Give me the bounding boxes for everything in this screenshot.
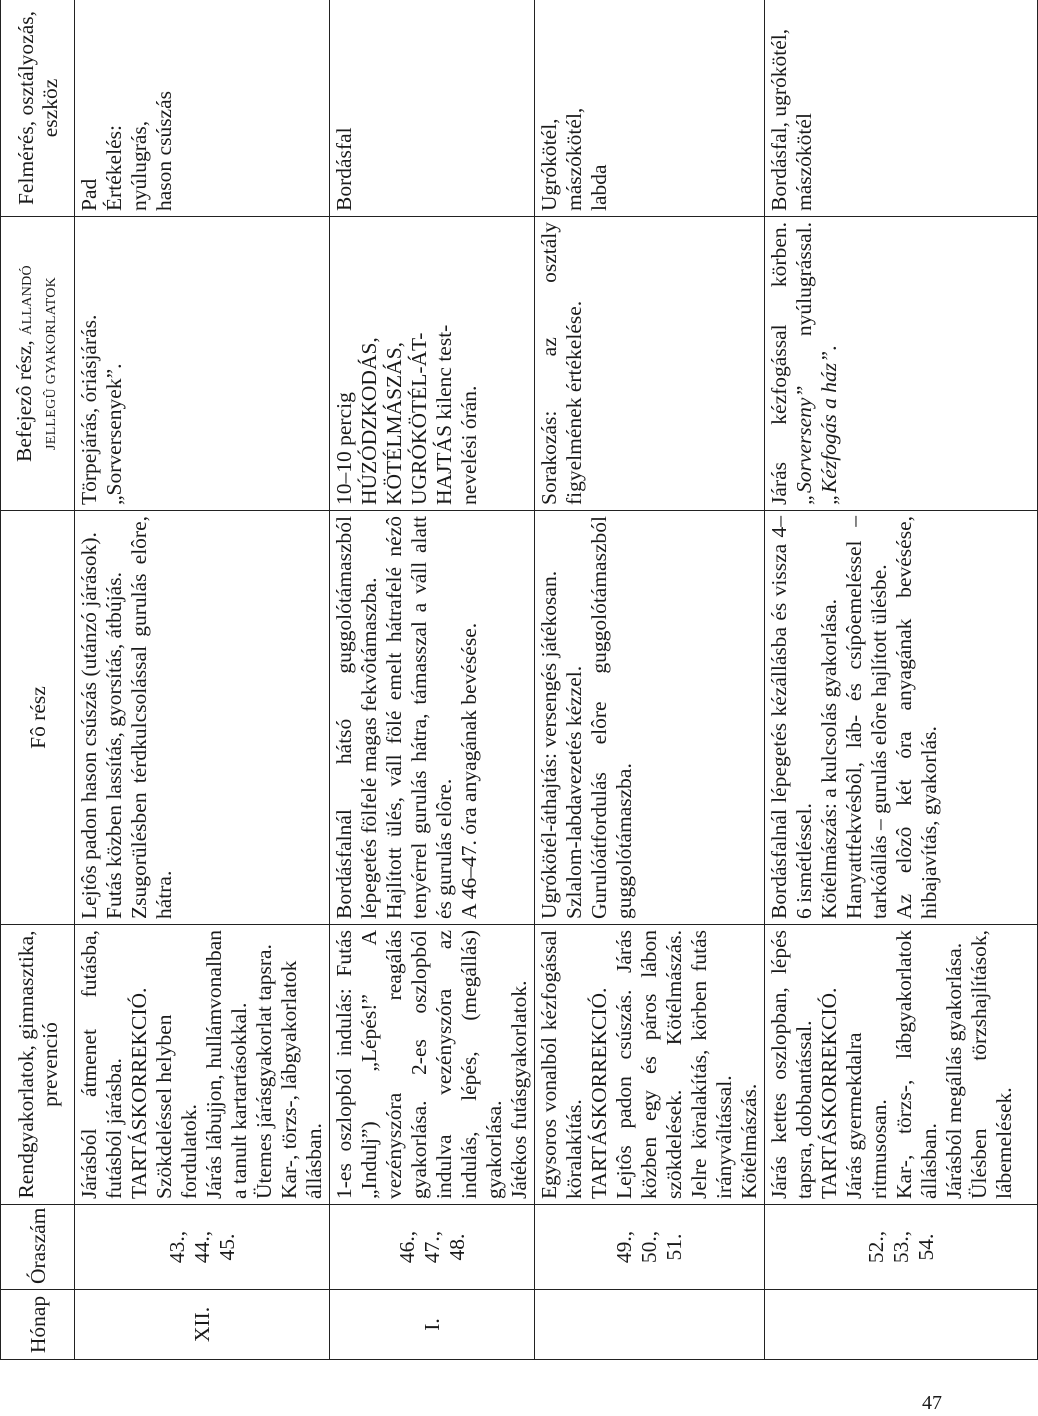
italic-game-name: „Kézfogás a ház” bbox=[817, 350, 841, 505]
warmup-cell: 1-es oszlopból indulás: Futás „Indulj”) „Lépés!” A vezényszóra reagálás gyakorlása. 2-es oszlopból indulva vezényszóra az indulás, lépés, (megállás) gyakorlása. Játékos futásgyakorlatok. bbox=[330, 925, 535, 1205]
header-assessment: Felmérés, osztályozás, eszköz bbox=[1, 0, 75, 217]
assessment-cell: Bordásfal bbox=[330, 0, 535, 217]
month-cell: XII. bbox=[75, 1290, 330, 1360]
assessment-cell: Ugrókötél, mászókötél, labda bbox=[535, 0, 765, 217]
assessment-cell: Bordásfal, ugrókötél, mászókötél bbox=[765, 0, 1038, 217]
italic-game-name: „Sorverseny” bbox=[792, 385, 816, 505]
warmup-cell: Járás kettes oszlopban, lépés tapsra, dobbantással. TARTÁSKORREKCIÓ. Járás gyermekdalra ritmusosan. Kar-, törzs-, lábgyakorlatok állásban. Járásból megállás gyakorlása. Ülésben törzshajlítások, lábemelések. bbox=[765, 925, 1038, 1205]
main-cell: Ugrókötél-áthajtás: versengés játékosan. Szlalom-labdavezetés kézzel. Gurulóátfordulás elôre guggolótámaszból guggolótámaszba. bbox=[535, 511, 765, 925]
assessment-cell: Pad Értékelés: nyúlugrás, hason csúszás bbox=[75, 0, 330, 217]
closing-cell: Törpejárás, óriásjárás. „Sorversenyek”. bbox=[75, 217, 330, 511]
closing-cell: Sorakozás: az osztály figyelmének értékelése. bbox=[535, 217, 765, 511]
header-warmup: Rendgyakorlatok, gimnasztika, prevenció bbox=[1, 925, 75, 1205]
table-row bbox=[535, 0, 765, 1360]
main-cell: Lejtôs padon hason csúszás (utánzó járások). Futás közben lassítás, gyorsítás, átbújás. Zsugorülésben térdkulcsolással gurulás elôre, hátra. bbox=[75, 511, 330, 925]
table-row bbox=[75, 0, 330, 1360]
main-cell: Bordásfalnál lépegetés kézállásba és vissza 4–6 ismétléssel. Kötélmászás: a kulcsolás gyakorlása. Hanyattfekvésbôl, láb- és csípôemeléssel – tarkóállás – gurulás elôre hajlított ülésbe. Az elôzô két óra anyagának bevésése, hibajavítás, gyakorlás. bbox=[765, 511, 1038, 925]
month-cell bbox=[765, 1290, 1038, 1360]
closing-cell: 10–10 percig HÚZÓDZKODÁS, KÖTÉLMÁSZÁS, UGRÓKÖTÉL-ÁT- HAJTÁS kilenc test- nevelési órán. bbox=[330, 217, 535, 511]
closing-cell: Járás kézfogással körben. „Sorverseny” nyúlugrással. „Kézfogás a ház”. bbox=[765, 217, 1038, 511]
warmup-cell: Járásból átmenet futásba, futásból járásba. TARTÁSKORREKCIÓ. Szökdeléssel helyben fordulatok. Járás lábujjon, hullámvonalban a tanult kartartásokkal. Ütemes járásgyakorlat tapsra. Kar-, törzs-, lábgyakorlatok állásban. bbox=[75, 925, 330, 1205]
month-cell bbox=[535, 1290, 765, 1360]
lesson-cell: 49., 50., 51. bbox=[535, 1205, 765, 1290]
table-row bbox=[765, 0, 1038, 1360]
header-closing: Befejezô rész, ÁLLANDÓ JELLEGÛ GYAKORLATOK bbox=[1, 217, 75, 511]
table-row bbox=[330, 0, 535, 1360]
header-month: Hónap bbox=[1, 1290, 75, 1360]
header-main: Fô rész bbox=[1, 511, 75, 925]
lesson-cell: 43., 44., 45. bbox=[75, 1205, 330, 1290]
page-number: 47 bbox=[922, 1392, 942, 1414]
main-cell: Bordásfalnál hátsó guggolótámaszból lépegetés fölfelé magas fekvôtámaszba. Hajlított ülés, váll fölé emelt hátrafelé nézô tenyérrel gurulás hátra, támasszal a váll alatt és gurulás elôre. A 46–47. óra anyagának bevésése. bbox=[330, 511, 535, 925]
lesson-cell: 52., 53., 54. bbox=[765, 1205, 1038, 1290]
header-row bbox=[1, 0, 75, 1360]
month-cell: I. bbox=[330, 1290, 535, 1360]
lesson-cell: 46., 47., 48. bbox=[330, 1205, 535, 1290]
header-lesson: Óraszám bbox=[1, 1205, 75, 1290]
warmup-cell: Egysoros vonalból kézfogással köralakítás. TARTÁSKORREKCIÓ. Lejtôs padon csúszás. Járás közben egy és páros lábon szökdelések. Kötélmászás. Jelre köralakítás, körben futás irányváltással. Kötélmászás. bbox=[535, 925, 765, 1205]
